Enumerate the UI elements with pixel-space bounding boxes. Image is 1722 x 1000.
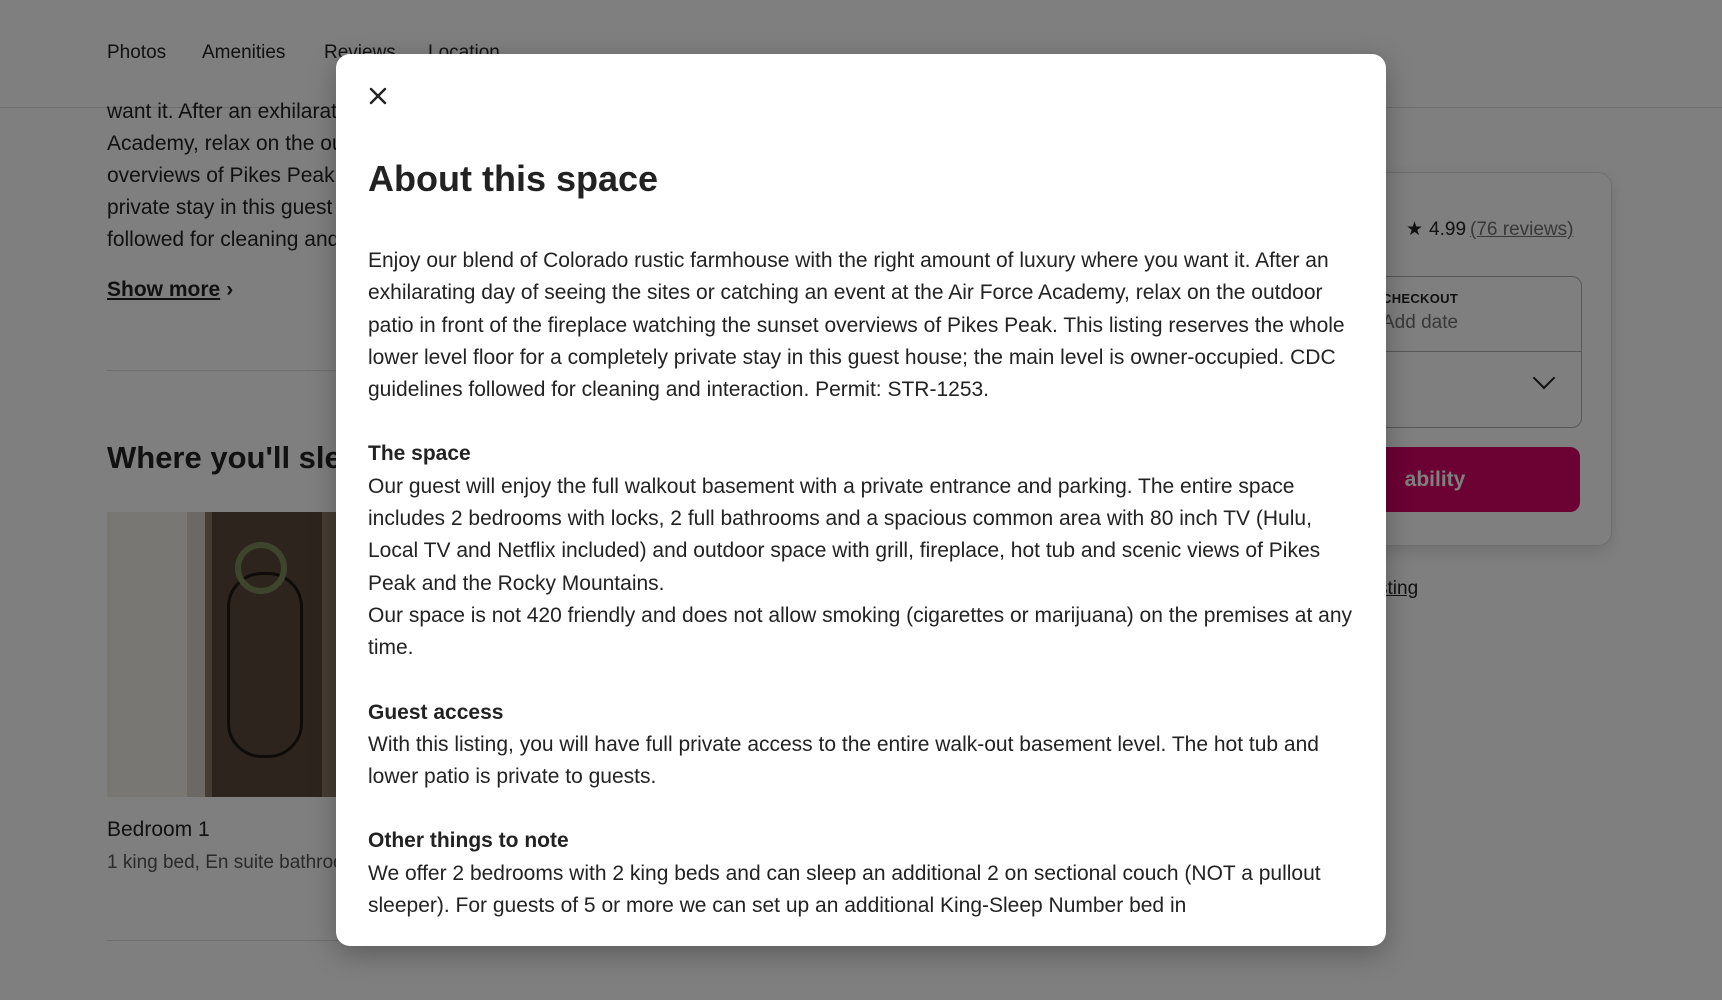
space-paragraph-smoking: Our space is not 420 friendly and does not allow smoking (cigarettes or marijuana) on the premises at any time.	[368, 603, 1353, 660]
intro-paragraph: Enjoy our blend of Colorado rustic farmhouse with the right amount of luxury where you want it. After an exhilarating day of seeing the sites or catching an event at the Air Force Academy, relax on the outdoor patio in front of the fireplace watching the sunset overviews of Pikes Peak. This listing reserves the whole lower level floor for a completely private stay in this guest house; the main level is owner-occupied. CDC guidelines followed for cleaning and interaction. Permit: STR-1253.	[368, 249, 1345, 402]
other-things-paragraph: We offer 2 bedrooms with 2 king beds and can sleep an additional 2 on sectional couch (NOT a pullout sleeper). For guests of 5 or more we can set up an additional King-Sleep Number bed in	[368, 861, 1321, 918]
other-things-heading: Other things to note	[368, 829, 569, 853]
close-button[interactable]	[358, 76, 398, 116]
dialog-body	[368, 245, 1358, 922]
guest-access-paragraph: With this listing, you will have full private access to the entire walk-out basement level. The hot tub and lower patio is private to guests.	[368, 732, 1319, 789]
guest-access-heading: Guest access	[368, 700, 504, 724]
about-this-space-dialog	[336, 54, 1386, 946]
space-heading: The space	[368, 442, 471, 466]
close-icon	[369, 87, 387, 105]
dialog-title: About this space	[368, 158, 659, 199]
space-paragraph: Our guest will enjoy the full walkout basement with a private entrance and parking. The entire space includes 2 bedrooms with locks, 2 full bathrooms and a spacious common area with 80 inch TV (Hulu, Local TV and Netflix included) and outdoor space with grill, fireplace, hot tub and scenic views of Pikes Peak and the Rocky Mountains.	[368, 474, 1321, 595]
